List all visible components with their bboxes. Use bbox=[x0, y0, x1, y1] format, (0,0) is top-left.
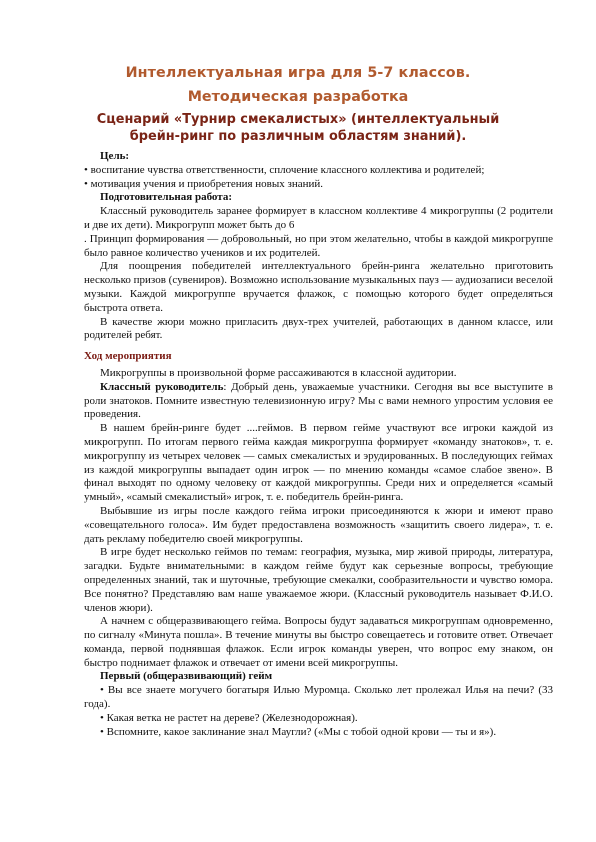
paragraph: . Принцип формирования — добровольный, но при этом желательно, чтобы в каждой микрогруппе было равное количество учеников и их родителей. bbox=[84, 232, 553, 259]
teacher-speech bbox=[84, 381, 553, 422]
question-item: • Вы все знаете могучего богатыря Илью Муромца. Сколько лет пролежал Илья на печи? (33 года). bbox=[84, 684, 553, 711]
paragraph: В качестве жюри можно пригласить двух-трех учителей, работающих в данном классе, или родителей ребят. bbox=[84, 315, 553, 342]
paragraph: Микрогруппы в произвольной форме рассаживаются в классной аудитории. bbox=[100, 366, 457, 379]
paragraph: А начнем с общеразвивающего гейма. Вопросы будут задаваться микрогруппам одновременно, по сигналу «Минута пошла». В течение минуты вы быстро совещаетесь и готовите ответ. Отвечает команда, первой поднявшая флажок. Если игрок команды уверен, что вопрос ему знаком, он быстро поднимает флажок и отвечает от имени всей микрогруппы. bbox=[84, 615, 553, 669]
game1-heading: Первый (общеразвивающий) гейм bbox=[100, 670, 273, 683]
question-item: • Какая ветка не растет на дереве? (Железнодорожная). bbox=[100, 711, 358, 724]
paragraph: Выбывшие из игры после каждого гейма игроки присоединяются к жюри и имеют право «совещательного голоса». Им будет предоставлена возможность «защитить своего лидера», т. е. дать рекламу победителю своей микрогруппы. bbox=[84, 504, 553, 545]
goal-item: • мотивация учения и приобретения новых знаний. bbox=[84, 177, 324, 190]
goal-heading: Цель: bbox=[100, 150, 130, 162]
speaker-label: Классный руководитель bbox=[100, 380, 224, 393]
document-body bbox=[84, 150, 553, 739]
paragraph: В нашем брейн-ринге будет ....геймов. В первом гейме участвуют все игроки каждой из микрогрупп. По итогам первого гейма каждая микрогруппа формирует «команду знатоков», т. е. микрогруппу из четырех человек — самых смекалистых и эрудированных. В последующих геймах из каждой микрогруппы выпадает один игрок — по мнению команды «самое слабое звено». В финал выходят по одному человеку от каждой микрогруппы. Среди них и определяется «самый умный», «самый смекалистый» игрок, т. е. победитель брейн-ринга. bbox=[84, 422, 553, 504]
scenario-title: Сценарий «Турнир смекалистых» (интеллектуальный брейн-ринг по различным областям знаний). bbox=[96, 112, 500, 144]
document-subtitle-method: Методическая разработка bbox=[187, 89, 409, 105]
paragraph: В игре будет несколько геймов по темам: география, музыка, мир живой природы, литература, загадки. Будьте внимательными: в каждом гейме будут как серьезные вопросы, требующие определенных знаний, так и шуточные, требующие смекалки, сообразительности и чувство юмора. Все понятно? Представляю вам наше уважаемое жюри. (Классный руководитель называет Ф.И.О. членов жюри). bbox=[84, 546, 553, 614]
speech-text: : Добрый день, уважаемые участники. Сегодня вы все выступите в роли знатоков. Помните известную телевизионную игру? Мы с вами немного упростим условия ее проведения. bbox=[84, 380, 554, 421]
paragraph: Для поощрения победителей интеллектуального брейн-ринга желательно приготовить несколько призов (сувениров). Возможно использование музыкальных пауз — аудиозаписи веселой музыки. Каждой микрогруппе вручается флажок, с помощью которого будет определяться быстрота ответа. bbox=[84, 260, 553, 314]
goal-item: • воспитание чувства ответственности, сплочение классного коллектива и родителей; bbox=[84, 163, 485, 176]
paragraph: Классный руководитель заранее формирует в классном коллективе 4 микрогруппы (2 родители и две их дети). Микрогрупп может быть до 6 bbox=[84, 205, 553, 231]
event-heading: Ход мероприятия bbox=[84, 350, 172, 363]
document-title: Интеллектуальная игра для 5-7 классов. bbox=[125, 65, 471, 81]
question-item: • Вспомните, какое заклинание знал Маугли? («Мы с тобой одной крови — ты и я»). bbox=[100, 725, 497, 738]
prep-heading: Подготовительная работа: bbox=[100, 191, 232, 204]
